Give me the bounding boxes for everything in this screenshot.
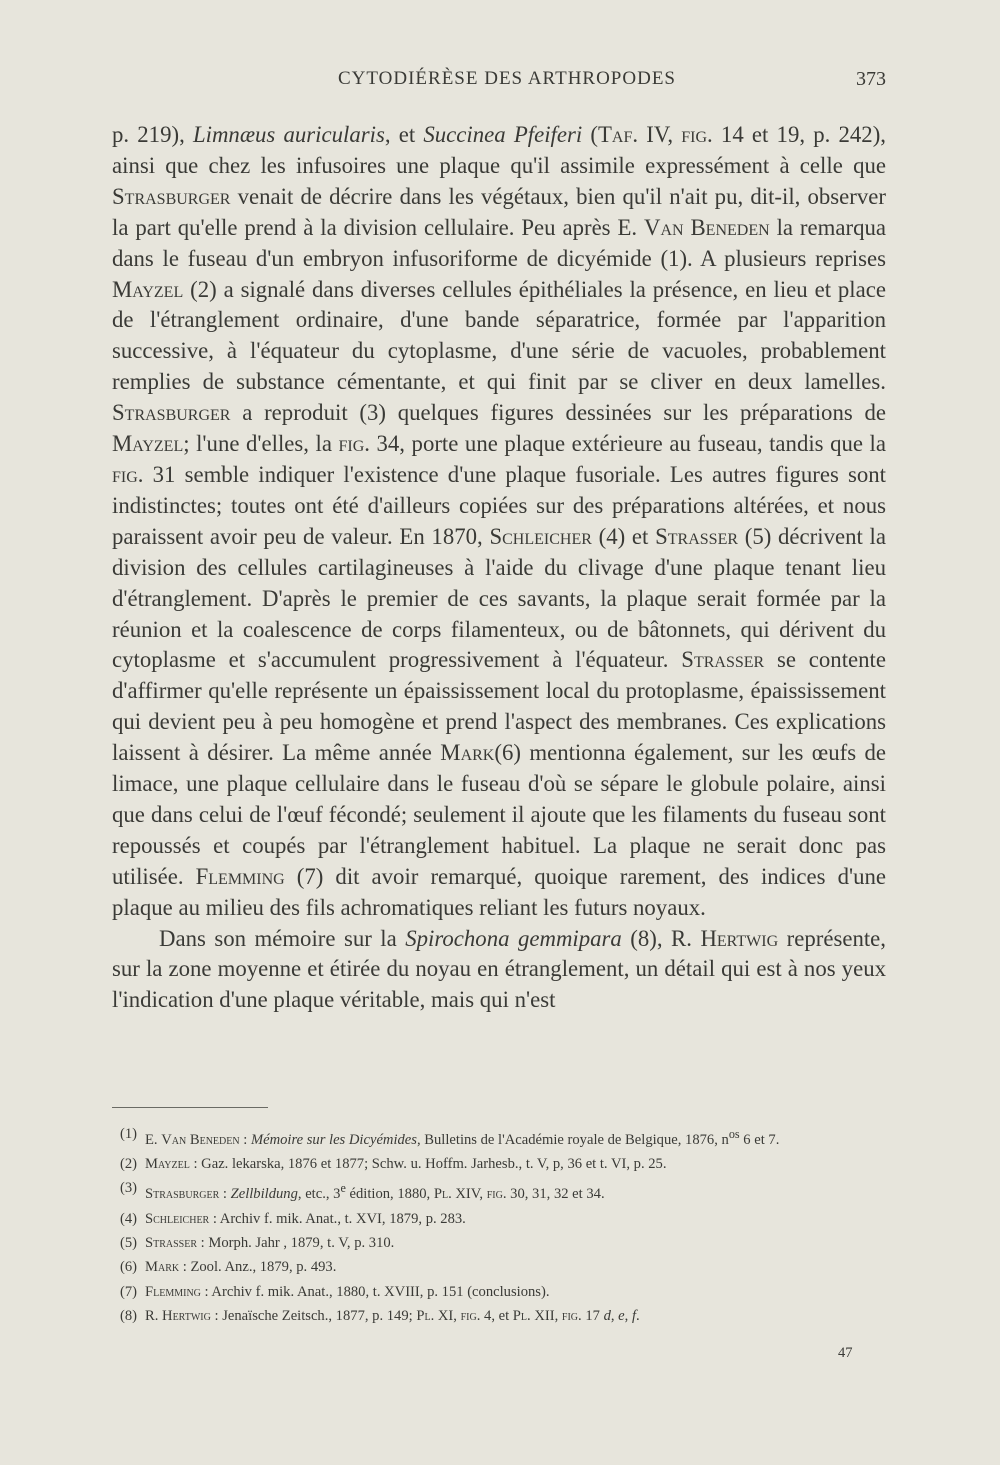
- text-run: : Gaz. lekarska, 1876 et 1877; Schw. u. Hoffm. Jarhesb., t. V, p, 36 et t. VI, p. 25.: [189, 1156, 667, 1173]
- author-name: Hertwig: [700, 925, 779, 951]
- italic-text: Mémoire sur les Dicyémides: [250, 1131, 417, 1148]
- footnote-number: (1): [119, 1126, 137, 1142]
- footnote-text: [145, 1259, 336, 1275]
- text-run: . IV,: [632, 122, 682, 147]
- running-title: CYTODIÉRÈSE DES ARTHROPODES: [338, 68, 676, 89]
- paragraph: [112, 924, 886, 1017]
- text-run: a reproduit (3) quelques figures dessinées sur les préparations de: [230, 400, 886, 426]
- text-run: représente, sur la zone moyenne et étirée du noyau en étranglement, un détail qui est à nos yeux l'indication d'une plaque véritable, mais qui n'est: [112, 925, 886, 1013]
- author-name: Flemming: [145, 1283, 201, 1300]
- author-name: Schleicher: [489, 523, 592, 549]
- text-run: : Morph. Jahr , 1879, t. V, p. 310.: [197, 1234, 395, 1251]
- text-run: .: [636, 1307, 640, 1324]
- text-run: 6 et 7.: [739, 1131, 780, 1148]
- text-run: (4) et: [591, 523, 656, 549]
- text-run: venait de décrire dans les végétaux, bien qu'il n'ait pu, dit-il, observer la part qu'elle prend à la division cellulaire. Peu après E.: [112, 183, 886, 240]
- text-run: la remarqua dans le fuseau d'un embryon infusoriforme de dicyémide (1). A plusieurs reprises: [112, 214, 886, 271]
- text-run: E.: [145, 1131, 162, 1148]
- footnote-text: [145, 1127, 780, 1148]
- author-name: Strasser: [145, 1234, 198, 1251]
- footnote-text: [145, 1308, 640, 1324]
- author-name: Strasburger: [112, 400, 231, 426]
- footnote-number: (6): [119, 1259, 137, 1276]
- footnote: [112, 1255, 886, 1279]
- text-run: édition, 1880,: [345, 1186, 434, 1203]
- text-run: (5) décrivent la division des cellules cartilagineuses à l'aide du clivage d'une plaque tenant lieu d'étranglement. D'après le premier de ces savants, la plaque serait formée par la réunion et la coalescence de corps filamenteux, ou de bâtonnets, qui dérivent du cytoplasme et s'accumulent progressivement à l'équateur.: [112, 523, 886, 673]
- footnote-number: (2): [119, 1156, 137, 1173]
- text-run: ,: [624, 1307, 632, 1324]
- footnote: [112, 1122, 886, 1152]
- text-run: (6) mentionna également, sur les œufs de limace, une plaque cellulaire dans le fuseau d'où se sépare le globule polaire, ainsi que dans celui de l'œuf fécondé; seulement il ajoute que les filaments du fuseau sont repoussés et coupés par l'étranglement habituel. La plaque ne serait donc pas utilisée.: [112, 740, 886, 889]
- author-name: Mark: [145, 1259, 180, 1276]
- italic-text: f: [631, 1307, 636, 1324]
- footnote-rule: [112, 1107, 268, 1108]
- author-name: Mayzel: [112, 276, 184, 302]
- author-name: Strasburger: [112, 183, 231, 209]
- text-run: . 30, 31, 32 et 34.: [502, 1186, 605, 1203]
- text-run: . XIV,: [448, 1186, 487, 1203]
- footnote-text: [145, 1284, 549, 1300]
- footnote-text: [145, 1181, 605, 1203]
- text-run: . XI,: [430, 1307, 461, 1324]
- text-run: R.: [145, 1307, 163, 1324]
- text-run: , Bulletins de l'Académie royale de Belgique, 1876, n: [416, 1131, 729, 1148]
- footnote-text: [145, 1156, 667, 1172]
- footnote-text: [145, 1235, 394, 1251]
- text-run: . 4, et: [476, 1307, 513, 1324]
- author-name: Mayzel: [145, 1156, 190, 1173]
- footnote-number: (7): [119, 1283, 137, 1300]
- author-name: Flemming: [195, 863, 285, 889]
- text-run: : Archiv f. mik. Anat., 1880, t. XVIII, p. 151 (conclusions).: [200, 1283, 550, 1300]
- author-name: Van Beneden: [161, 1131, 240, 1148]
- footnote-number: (3): [119, 1180, 137, 1197]
- superscript: os: [728, 1127, 740, 1141]
- body-text: [112, 120, 886, 1016]
- author-name: Hertwig: [162, 1307, 211, 1324]
- author-name: fig: [561, 1307, 579, 1324]
- footnote: [112, 1176, 886, 1206]
- author-name: fig: [486, 1186, 503, 1203]
- text-run: ,: [610, 1307, 619, 1324]
- text-run: . 34, porte une plaque extérieure au fuseau, tandis que la: [364, 431, 886, 457]
- text-run: (8), R.: [621, 925, 701, 951]
- italic-text: Spirochona gemmipara: [405, 925, 622, 951]
- text-run: : Jenaïsche Zeitsch., 1877, p. 149;: [210, 1307, 417, 1324]
- footnote-number: (8): [119, 1307, 137, 1324]
- footnote: [112, 1304, 886, 1328]
- text-run: , et: [384, 122, 424, 147]
- author-name: Pl: [433, 1186, 449, 1203]
- text-run: . XII,: [527, 1307, 562, 1324]
- signature-mark: 47: [838, 1345, 853, 1361]
- author-name: Pl: [512, 1307, 528, 1324]
- italic-text: Zellbildung: [230, 1186, 298, 1203]
- author-name: fig: [460, 1307, 477, 1324]
- author-name: Strasser: [681, 647, 765, 673]
- author-name: Schleicher: [145, 1210, 210, 1227]
- footnote-number: (5): [119, 1234, 137, 1251]
- page-number: 373: [856, 68, 886, 90]
- italic-text: d: [603, 1307, 611, 1324]
- text-run: , etc., 3: [297, 1186, 341, 1203]
- author-name: Mark: [440, 740, 495, 766]
- author-name: Pl: [416, 1307, 431, 1324]
- paragraph: [112, 120, 886, 924]
- footnote: [112, 1231, 886, 1255]
- author-name: fig: [681, 122, 708, 147]
- text-run: se contente d'affirmer qu'elle représente un épaississement local du protoplasme, épaississement qui devient peu à peu homogène et prend l'aspect des membranes. Ces explications laissent à désirer. La même année: [112, 647, 886, 766]
- footnote: [112, 1152, 886, 1176]
- text-run: (2) a signalé dans diverses cellules épithéliales la présence, en lieu et place de l'étranglement ordinaire, d'une bande séparatrice, formée par l'apparition successive, à l'équateur du cytoplasme, d'une série de vacuoles, probablement remplies de substance cémentante, et qui finit par se cliver en deux lamelles.: [112, 276, 886, 395]
- text-run: . 14 et 19, p. 242), ainsi que chez les infusoires une plaque qu'il assimile expressément à celle que: [112, 122, 886, 178]
- text-run: : Archiv f. mik. Anat., t. XVI, 1879, p. 283.: [209, 1210, 466, 1227]
- author-name: Mayzel: [112, 431, 184, 457]
- text-run: . 31 semble indiquer l'existence d'une plaque fusoriale. Les autres figures sont indistinctes; toutes ont été d'ailleurs copiées sur des préparations altérées, et nous paraissent avoir peu de valeur. En 1870,: [112, 461, 886, 549]
- text-run: . 17: [578, 1307, 604, 1324]
- italic-text: e: [618, 1307, 625, 1324]
- author-name: Strasser: [655, 523, 739, 549]
- text-run: :: [219, 1186, 231, 1203]
- author-name: fig: [338, 431, 365, 457]
- italic-text: Limnæus auricularis: [192, 122, 385, 147]
- footnotes: [112, 1122, 886, 1328]
- text-run: ; l'une d'elles, la: [183, 431, 339, 457]
- author-name: Van Beneden: [644, 214, 770, 240]
- text-run: Dans son mémoire sur la: [159, 925, 406, 951]
- text-run: :: [239, 1131, 251, 1148]
- author-name: Taf: [597, 122, 633, 147]
- footnote-number: (4): [119, 1210, 137, 1227]
- text-run: (: [582, 122, 598, 147]
- superscript: e: [340, 1181, 346, 1196]
- text-run: (7) dit avoir remarqué, quoique rarement, des indices d'une plaque au milieu des fils achromatiques reliant les futurs noyaux.: [112, 863, 887, 920]
- footnote-text: [145, 1211, 466, 1227]
- text-run: : Zool. Anz., 1879, p. 493.: [179, 1259, 337, 1276]
- text-run: p. 219),: [112, 122, 193, 147]
- author-name: fig: [112, 461, 138, 487]
- author-name: Strasburger: [145, 1186, 220, 1203]
- footnote: [112, 1280, 886, 1304]
- footnote: [112, 1207, 886, 1231]
- italic-text: Succinea Pfeiferi: [423, 122, 583, 147]
